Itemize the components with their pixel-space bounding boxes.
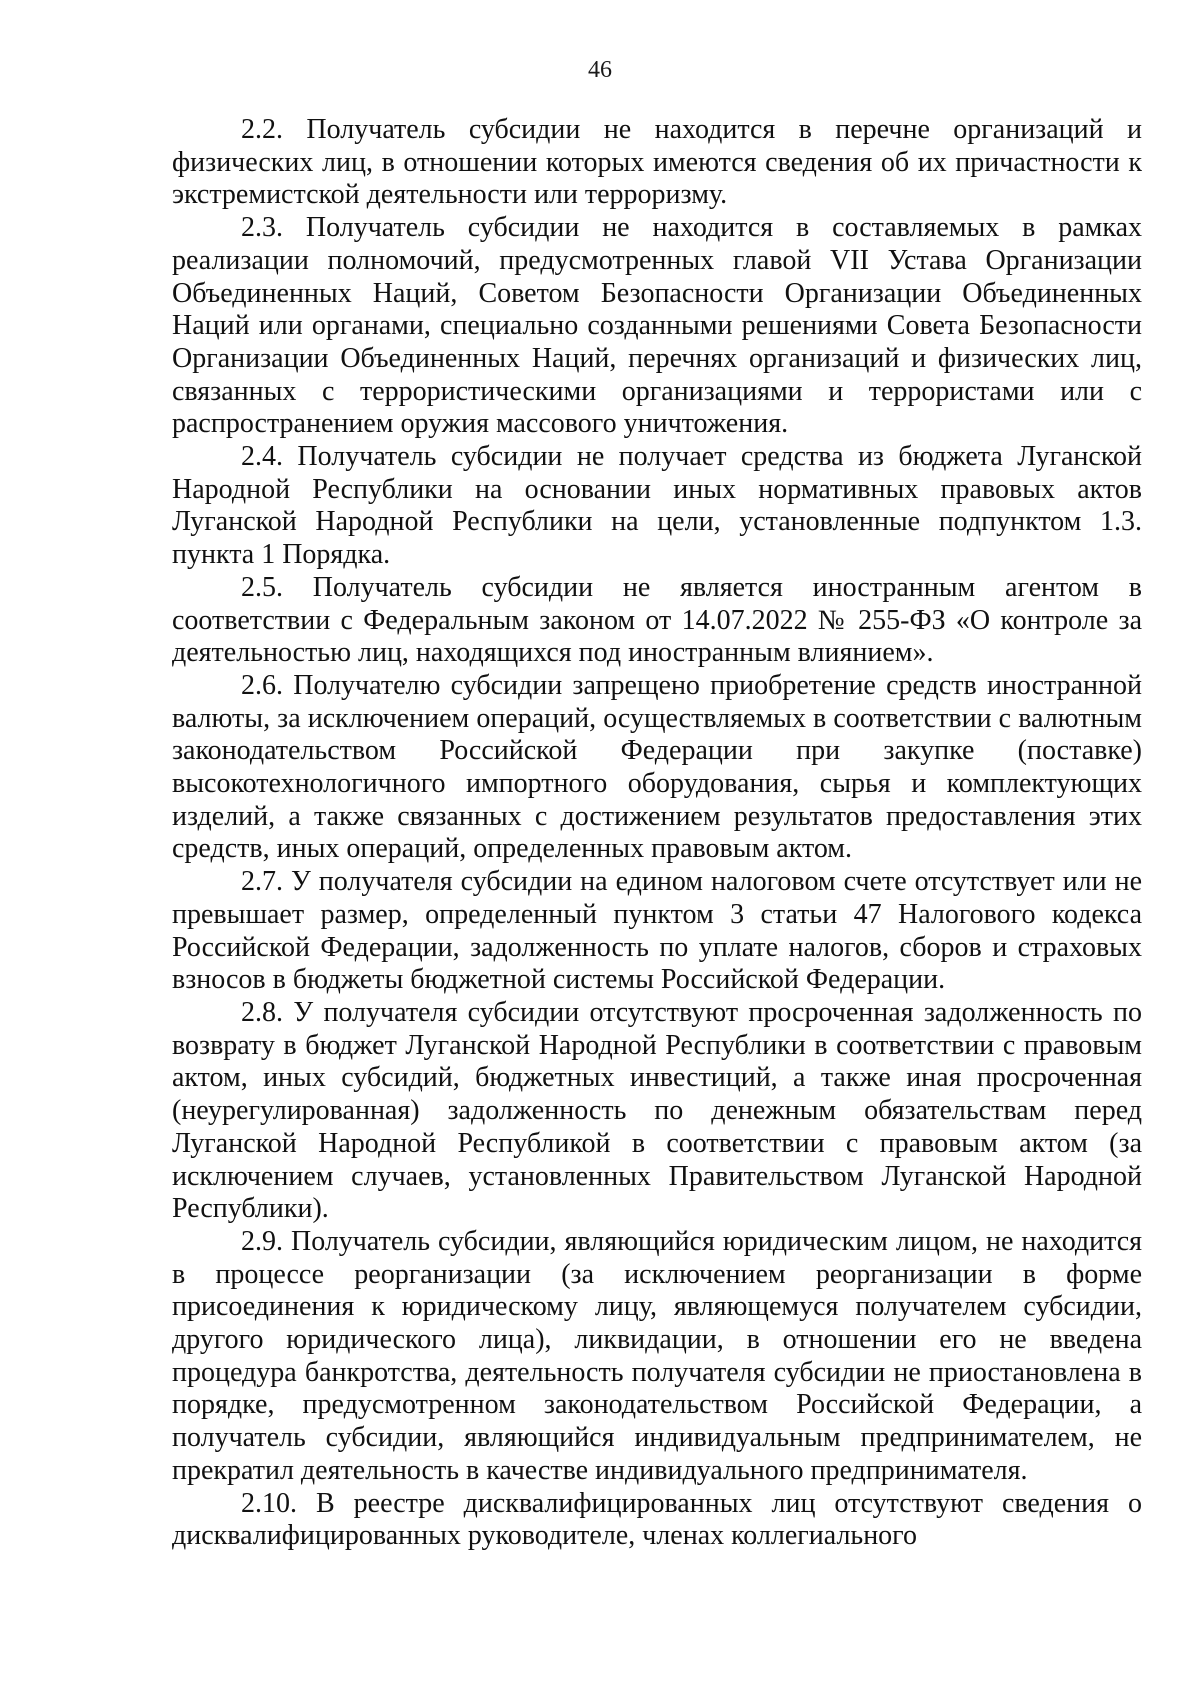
clause-2-2	[172, 114, 1142, 212]
clause-text: В реестре дисквалифицированных лиц отсутствуют сведения о дисквалифицированных руководителе, членах коллегиального	[172, 1487, 1142, 1552]
clause-2-10	[172, 1488, 1142, 1553]
clause-text: Получатель субсидии не получает средства из бюджета Луганской Народной Республики на основании иных нормативных правовых актов Луганской Народной Республики на цели, установленные подпунктом 1.3. пункта 1 Порядка.	[172, 441, 1143, 571]
clause-number: 2.2.	[241, 114, 283, 145]
clause-2-6	[172, 670, 1142, 866]
clause-text: Получатель субсидии не находится в составляемых в рамках реализации полномочий, предусмотренных главой VII Устава Организации Объединенных Наций, Советом Безопасности Организации Объединенных Наций или органами, специально созданными решениями Совета Безопасности Организации Объединенных Наций, перечнях организаций и физических лиц, связанных с террористическими организациями и террористами или с распространением оружия массового уничтожения.	[172, 212, 1143, 440]
clause-number: 2.5.	[241, 571, 283, 603]
clause-number: 2.9.	[241, 1225, 283, 1257]
clause-2-5	[172, 572, 1142, 670]
clause-number: 2.6.	[241, 669, 283, 701]
clause-2-8	[172, 997, 1142, 1226]
clause-number: 2.4.	[241, 441, 283, 473]
document-body	[172, 114, 1142, 1553]
clause-text: У получателя субсидии отсутствуют просроченная задолженность по возврату в бюджет Луганской Народной Республики в соответствии с правовым актом, иных субсидий, бюджетных инвестиций, а также иная просроченная (неурегулированная) задолженность по денежным обязательствам перед Луганской Народной Республикой в соответствии с правовым актом (за исключением случаев, установленных Правительством Луганской Народной Республики).	[172, 996, 1142, 1225]
clause-2-3	[172, 212, 1142, 441]
clause-2-4	[172, 441, 1142, 572]
clause-text: Получатель субсидии, являющийся юридическим лицом, не находится в процессе реорганизации (за исключением реорганизации в форме присоединения к юридическому лицу, являющемуся получателем субсидии, другого юридического лица), ликвидации, в отношении его не введена процедура банкротства, деятельность получателя субсидии не приостановлена в порядке, предусмотренном законодательством Российской Федерации, а получатель субсидии, являющийся индивидуальным предпринимателем, не прекратил деятельность в качестве индивидуального предпринимателя.	[172, 1225, 1143, 1486]
clause-2-7	[172, 866, 1142, 997]
clause-2-9	[172, 1226, 1142, 1488]
clause-text: Получатель субсидии не находится в перечне организаций и физических лиц, в отношении которых имеются сведения об их причастности к экстремистской деятельности или терроризму.	[172, 114, 1143, 211]
page-number: 46	[588, 57, 612, 83]
clause-number: 2.8.	[241, 996, 283, 1028]
clause-text: Получатель субсидии не является иностранным агентом в соответствии с Федеральным законом от 14.07.2022 № 255-ФЗ «О контроле за деятельностью лиц, находящихся под иностранным влиянием».	[172, 571, 1143, 669]
clause-number: 2.10.	[241, 1487, 297, 1519]
clause-number: 2.7.	[241, 866, 283, 898]
clause-text: Получателю субсидии запрещено приобретение средств иностранной валюты, за исключением операций, осуществляемых в соответствии с валютным законодательством Российской Федерации при закупке (поставке) высокотехнологичного импортного оборудования, сырья и комплектующих изделий, а также связанных с достижением результатов предоставления этих средств, иных операций, определенных правовым актом.	[172, 669, 1142, 865]
clause-number: 2.3.	[241, 212, 283, 244]
clause-text: У получателя субсидии на едином налоговом счете отсутствует или не превышает размер, определенный пунктом 3 статьи 47 Налогового кодекса Российской Федерации, задолженность по уплате налогов, сборов и страховых взносов в бюджеты бюджетной системы Российской Федерации.	[172, 866, 1143, 996]
